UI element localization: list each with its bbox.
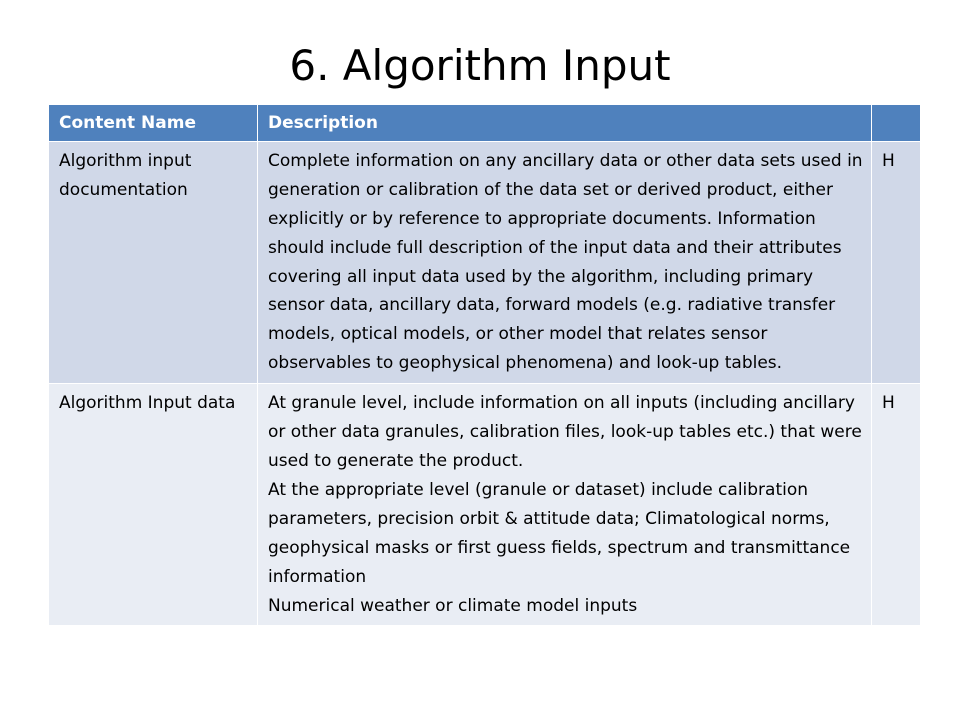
description-cell: Complete information on any ancillary data or other data sets used in generation or calibration of the data set or derived product, either explicitly or by reference to appropriate documents. Information should include full description of the input data and their attributes covering all input data used by the algorithm, including primary sensor data, ancillary data, forward models (e.g. radiative transfer models, optical models, or other model that relates sensor observables to geophysical phenomena) and look-up tables.	[258, 141, 872, 383]
table-row	[49, 384, 921, 626]
description-cell: At granule level, include information on all inputs (including ancillary or other data granules, calibration files, look-up tables etc.) that were used to generate the product. At the appropriate level (granule or dataset) include calibration parameters, precision orbit & attitude data; Climatological norms, geophysical masks or first guess fields, spectrum and transmittance information Numerical weather or climate model inputs	[258, 384, 872, 626]
slide-title: 6. Algorithm Input	[289, 41, 671, 90]
content-name-cell: Algorithm Input data	[49, 384, 258, 626]
content-table	[48, 104, 921, 626]
header-content-name: Content Name	[49, 105, 258, 142]
priority-cell: H	[872, 384, 921, 626]
content-name-cell: Algorithm input documentation	[49, 141, 258, 383]
table-header-row	[49, 105, 921, 142]
table-row	[49, 141, 921, 383]
header-description: Description	[258, 105, 872, 142]
priority-cell: H	[872, 141, 921, 383]
header-priority	[872, 105, 921, 142]
